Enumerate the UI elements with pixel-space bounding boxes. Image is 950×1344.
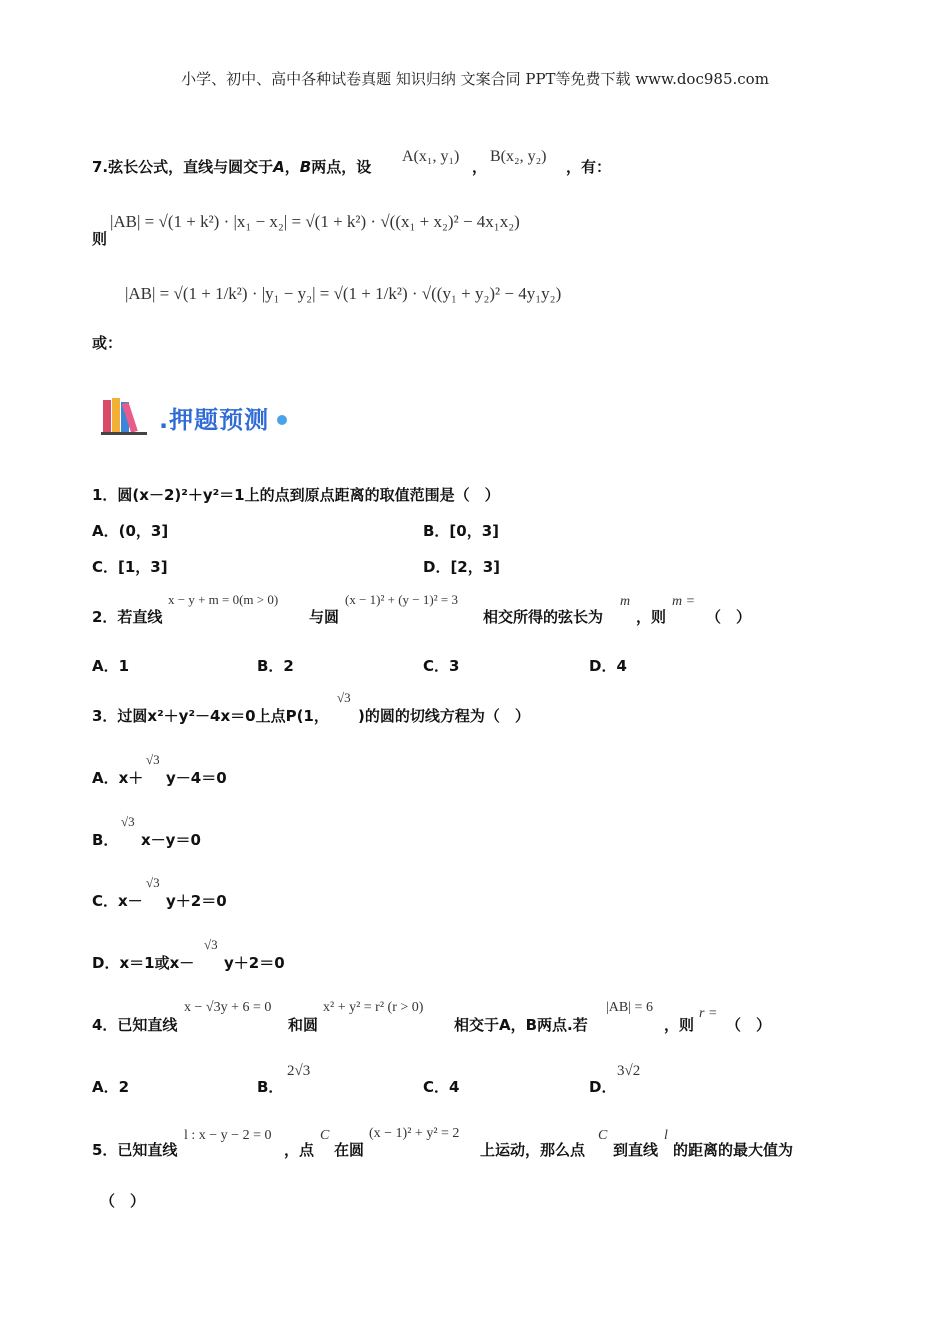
- chord-formula-2: |AB| = √(1 + 1/k²) · |y₁ − y₂| = √(1 + 1/k²) · √((y₁ + y₂)² − 4y₁y₂): [125, 284, 562, 303]
- q3-option-c-pre: C．x－: [92, 892, 143, 910]
- q2-m-eq: m =: [672, 594, 696, 609]
- q2-paren: （ ）: [706, 608, 752, 626]
- q3-option-b-post: x－y＝0: [141, 831, 201, 849]
- q5-line-l: l: [664, 1128, 668, 1143]
- q2-stem-a: 2．若直线: [92, 608, 163, 626]
- q2-option-c: C．3: [423, 657, 460, 675]
- q4-line-formula: x − √3y + 6 = 0: [184, 1000, 272, 1015]
- q5-point-c-2: C: [598, 1128, 608, 1143]
- comma: ，: [472, 158, 488, 176]
- q3-option-a-post: y－4＝0: [166, 769, 227, 787]
- q2-circle-formula: (x − 1)² + (y − 1)² = 3: [345, 592, 458, 607]
- q4-option-b-value: 2√3: [287, 1063, 311, 1079]
- q4-stem-a: 4．已知直线: [92, 1016, 178, 1034]
- q1-option-a: A．(0，3]: [92, 522, 169, 540]
- q3-option-a-pre: A．x＋: [92, 769, 144, 787]
- q4-r-eq: r =: [699, 1006, 718, 1021]
- q4-option-a: A．2: [92, 1078, 130, 1096]
- q3-option-d-post: y＋2＝0: [224, 954, 285, 972]
- q2-option-a: A．1: [92, 657, 130, 675]
- huo-label: 或：: [92, 334, 123, 352]
- q1-stem: 1．圆(x－2)²＋y²＝1上的点到原点距离的取值范围是（ ）: [92, 486, 500, 504]
- q5-line-formula: l : x − y − 2 = 0: [184, 1128, 272, 1143]
- q5-paren: （ ）: [100, 1192, 146, 1210]
- q3-option-b-sqrt3: √3: [121, 814, 135, 829]
- q5-stem-f: 的距离的最大值为: [673, 1141, 794, 1159]
- q1-option-c: C．[1，3]: [92, 558, 168, 576]
- q2-stem-b: 与圆: [309, 608, 340, 626]
- q5-point-c: C: [320, 1128, 330, 1143]
- q5-stem-b: ，点: [284, 1141, 315, 1159]
- section-7-tail: ，有：: [566, 158, 612, 176]
- q1-option-b: B．[0，3]: [423, 522, 500, 540]
- q5-stem-c: 在圆: [334, 1141, 365, 1159]
- section-7-title: 7.弦长公式，直线与圆交于A，B两点，设: [92, 158, 372, 176]
- banner-dot: [277, 415, 287, 425]
- q4-paren: （ ）: [726, 1016, 772, 1034]
- q4-option-d-value: 3√2: [617, 1063, 641, 1079]
- q2-option-d: D．4: [589, 657, 627, 675]
- q4-stem-b: 和圆: [288, 1016, 319, 1034]
- q3-option-d-sqrt3: √3: [204, 937, 218, 952]
- point-b-formula: B(x₂, y₂): [490, 148, 547, 165]
- q2-m: m: [620, 594, 631, 609]
- q3-option-c-post: y＋2＝0: [166, 892, 227, 910]
- q4-stem-c: 相交于A，B两点.若: [454, 1016, 588, 1034]
- q5-stem-e: 到直线: [613, 1141, 659, 1159]
- q3-option-b-pre: B．: [92, 831, 119, 849]
- q5-stem-d: 上运动，那么点: [480, 1141, 586, 1159]
- chord-formula-1: |AB| = √(1 + k²) · |x₁ − x₂| = √(1 + k²) · √((x₁ + x₂)² − 4x₁x₂): [110, 212, 520, 231]
- books-icon: [101, 396, 157, 436]
- q3-sqrt3: √3: [337, 690, 351, 705]
- q5-circle-formula: (x − 1)² + y² = 2: [369, 1126, 460, 1141]
- ze-label: 则: [92, 230, 108, 248]
- q5-stem-a: 5．已知直线: [92, 1141, 178, 1159]
- q3-option-a-sqrt3: √3: [146, 752, 160, 767]
- q4-option-d: D．: [589, 1078, 617, 1096]
- q2-stem-c: 相交所得的弦长为: [483, 608, 604, 626]
- q3-stem-a: 3．过圆x²＋y²－4x＝0上点P(1，: [92, 707, 329, 725]
- q2-line-formula: x − y + m = 0(m > 0): [168, 592, 279, 607]
- q4-stem-d: ，则: [664, 1016, 695, 1034]
- q3-option-d-pre: D．x＝1或x－: [92, 954, 195, 972]
- q4-ab-formula: |AB| = 6: [606, 1000, 653, 1015]
- q3-stem-b: )的圆的切线方程为（ ）: [358, 707, 530, 725]
- q2-stem-d: ，则: [636, 608, 667, 626]
- q2-option-b: B．2: [257, 657, 294, 675]
- page-header: 小学、初中、高中各种试卷真题 知识归纳 文案合同 PPT等免费下载 www.doc985.com: [181, 70, 769, 88]
- q4-circle-formula: x² + y² = r² (r > 0): [323, 1000, 424, 1015]
- point-a-formula: A(x₁, y₁): [402, 148, 460, 165]
- q4-option-b: B．: [257, 1078, 284, 1096]
- q4-option-c: C．4: [423, 1078, 460, 1096]
- q3-option-c-sqrt3: √3: [146, 875, 160, 890]
- q1-option-d: D．[2，3]: [423, 558, 501, 576]
- banner-title: .押题预测: [159, 406, 270, 434]
